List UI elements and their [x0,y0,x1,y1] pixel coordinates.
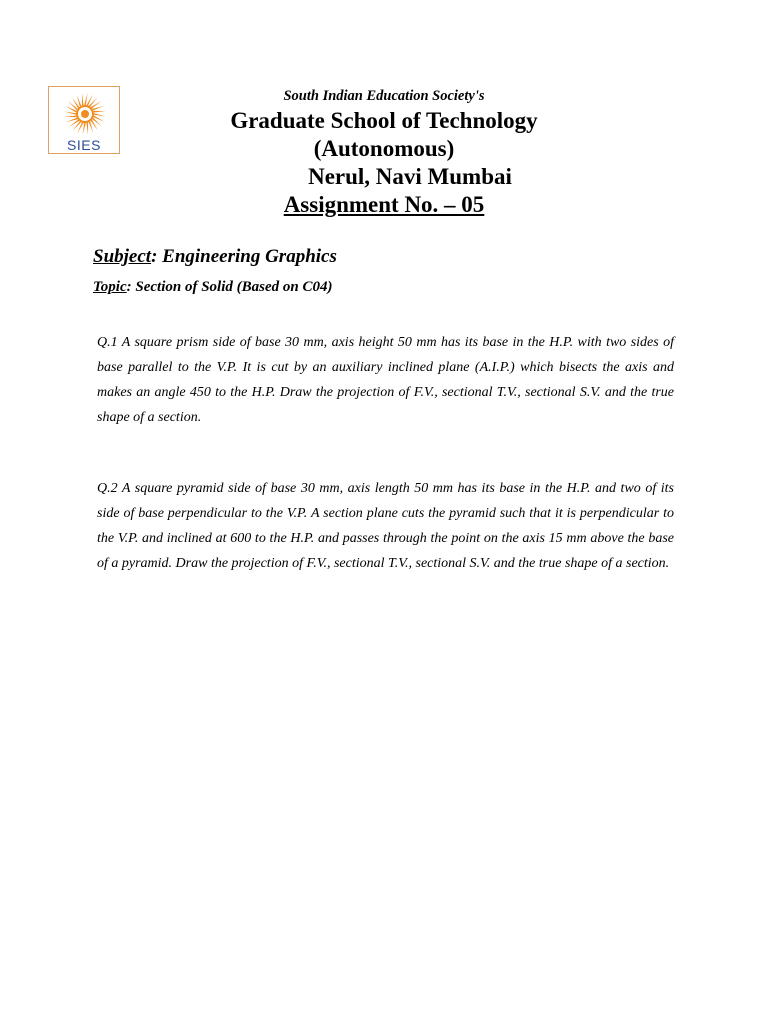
subject-value: : Engineering Graphics [151,246,337,267]
assignment-title [0,192,768,218]
location: Nerul, Navi Mumbai [308,164,512,189]
school-name: Graduate School of Technology [230,108,538,133]
society-name: South Indian Education Society's [283,88,485,104]
subject-line [93,246,337,268]
question-2: Q.2 A square pyramid side of base 30 mm, axis length 50 mm has its base in the H.P. and two of its side of base perpendicular to the V.P. A section plane cuts the pyramid such that it is perpendicular to the V.P. and inclined at 600 to the H.P. and passes through the point on the axis 15 mm above the base of a pyramid. Draw the projection of F.V., sectional T.V., sectional S.V. and the true shape of a section. [97,481,674,571]
topic-line [93,279,332,296]
subject-label: Subject [93,246,152,267]
logo-text: SIES [67,137,101,153]
topic-label: Topic [93,279,127,295]
topic-value: : Section of Solid (Based on C04) [126,279,333,295]
question-1: Q.1 A square prism side of base 30 mm, axis height 50 mm has its base in the H.P. with two sides of base parallel to the V.P. It is cut by an auxiliary inclined plane (A.I.P.) which bisects the axis and makes an angle 450 to the H.P. Draw the projection of F.V., sectional T.V., sectional S.V. and the true shape of a section. [97,335,674,425]
assignment-number: Assignment No. – 05 [283,192,485,217]
autonomous-label: (Autonomous) [313,136,455,161]
